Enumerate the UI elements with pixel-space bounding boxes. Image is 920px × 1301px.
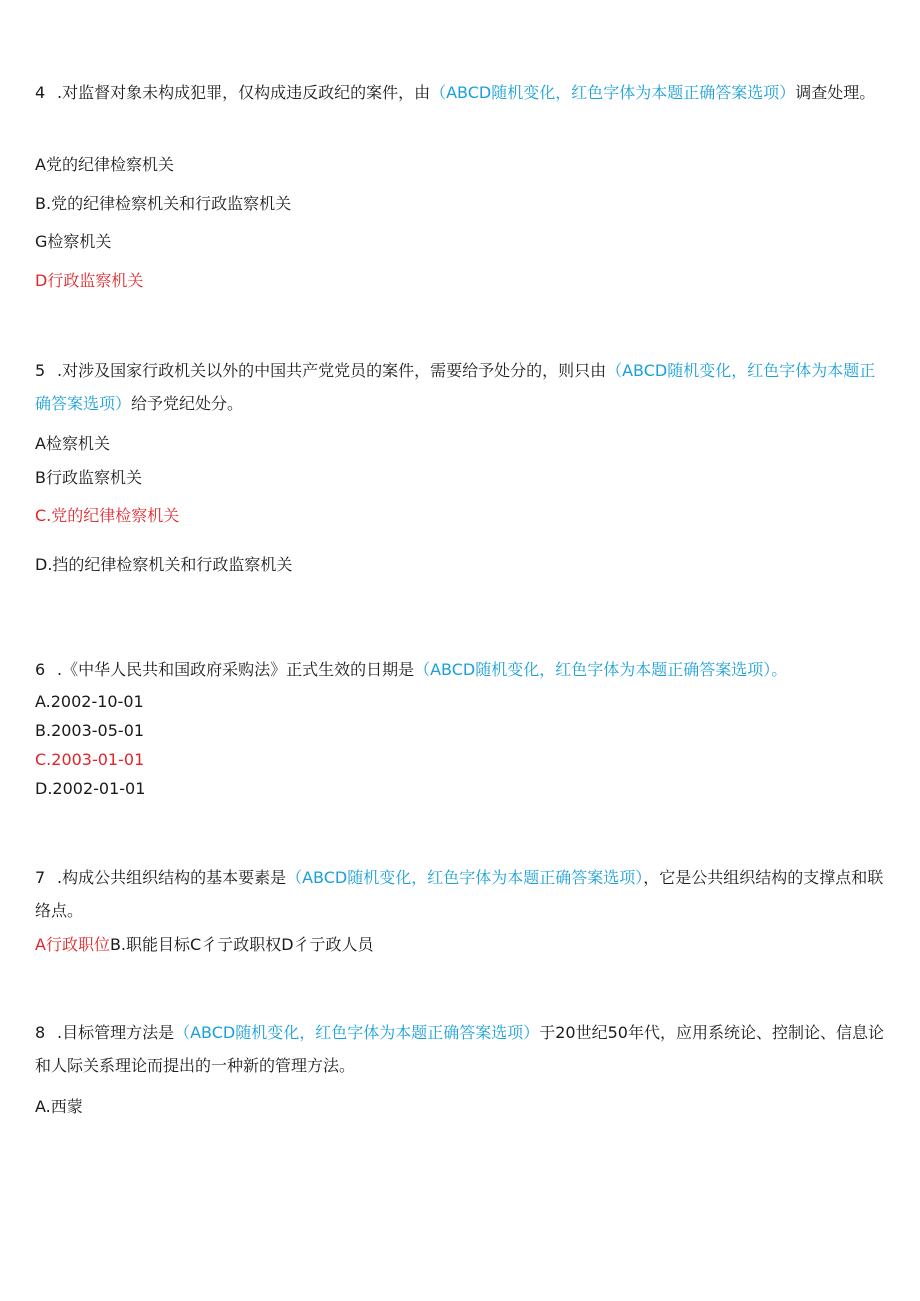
option-c-correct: C.2003-01-01 [35, 750, 145, 769]
answer-blank: （ABCD随机变化，红色字体为本题正确答案选项） [35, 361, 876, 413]
question-text-tail: 于20世纪50年代，应用系统论、控制论、信息论和人际关系理论而提出的一种新的管理方法。 [35, 1023, 884, 1075]
question-number: 4 [35, 83, 46, 102]
question-8-stem [35, 1016, 885, 1082]
option-a: A.2002-10-01 [35, 692, 144, 711]
answer-blank: （ABCD随机变化，红色字体为本题正确答案选项） [286, 868, 644, 887]
question-text-tail: 调查处理。 [795, 83, 876, 102]
question-number: 7 [35, 868, 46, 887]
question-7-stem [35, 861, 885, 927]
options-row [35, 932, 374, 955]
option-a: A党的纪律检察机关 [35, 155, 174, 174]
question-number: 5 [35, 361, 46, 380]
question-text: .《中华人民共和国政府采购法》正式生效的日期是 [57, 660, 415, 679]
question-text: .对涉及国家行政机关以外的中国共产党党员的案件，需要给予处分的，则只由 [57, 361, 607, 380]
option-b: B.2003-05-01 [35, 721, 145, 740]
question-text-tail: 给予党纪处分。 [131, 394, 244, 413]
question-text-tail: 。 [771, 660, 788, 679]
option-d: D.挡的纪律检察机关和行政监察机关 [35, 555, 293, 574]
question-5-stem [35, 354, 885, 420]
answer-blank: （ABCD随机变化，红色字体为本题正确答案选项） [430, 83, 796, 102]
option-b: B行政监察机关 [35, 468, 142, 487]
answer-blank: （ABCD随机变化，红色字体为本题正确答案选项） [414, 660, 772, 679]
option-d-correct: D行政监察机关 [35, 271, 144, 290]
option-c-correct: C.党的纪律检察机关 [35, 506, 180, 525]
question-text: .目标管理方法是 [57, 1023, 175, 1042]
options-other: B.职能目标C彳亍政职权D彳亍政人员 [109, 935, 374, 954]
option-d: D.2002-01-01 [35, 779, 146, 798]
option-a: A.西蒙 [35, 1097, 83, 1116]
question-number: 8 [35, 1023, 46, 1042]
option-a: A检察机关 [35, 434, 110, 453]
answer-blank: （ABCD随机变化，红色字体为本题正确答案选项） [174, 1023, 540, 1042]
question-text: .对监督对象未构成犯罪，仅构成违反政纪的案件，由 [57, 83, 431, 102]
question-number: 6 [35, 660, 46, 679]
question-text-tail: ，它是公共组织结构的支撑点和联络点。 [35, 868, 884, 920]
option-b: B.党的纪律检察机关和行政监察机关 [35, 194, 292, 213]
question-text: .构成公共组织结构的基本要素是 [57, 868, 287, 887]
option-c: G检察机关 [35, 232, 112, 251]
option-a-correct: A行政职位 [35, 935, 110, 954]
question-6-stem [35, 653, 885, 686]
question-4-stem [35, 76, 885, 109]
